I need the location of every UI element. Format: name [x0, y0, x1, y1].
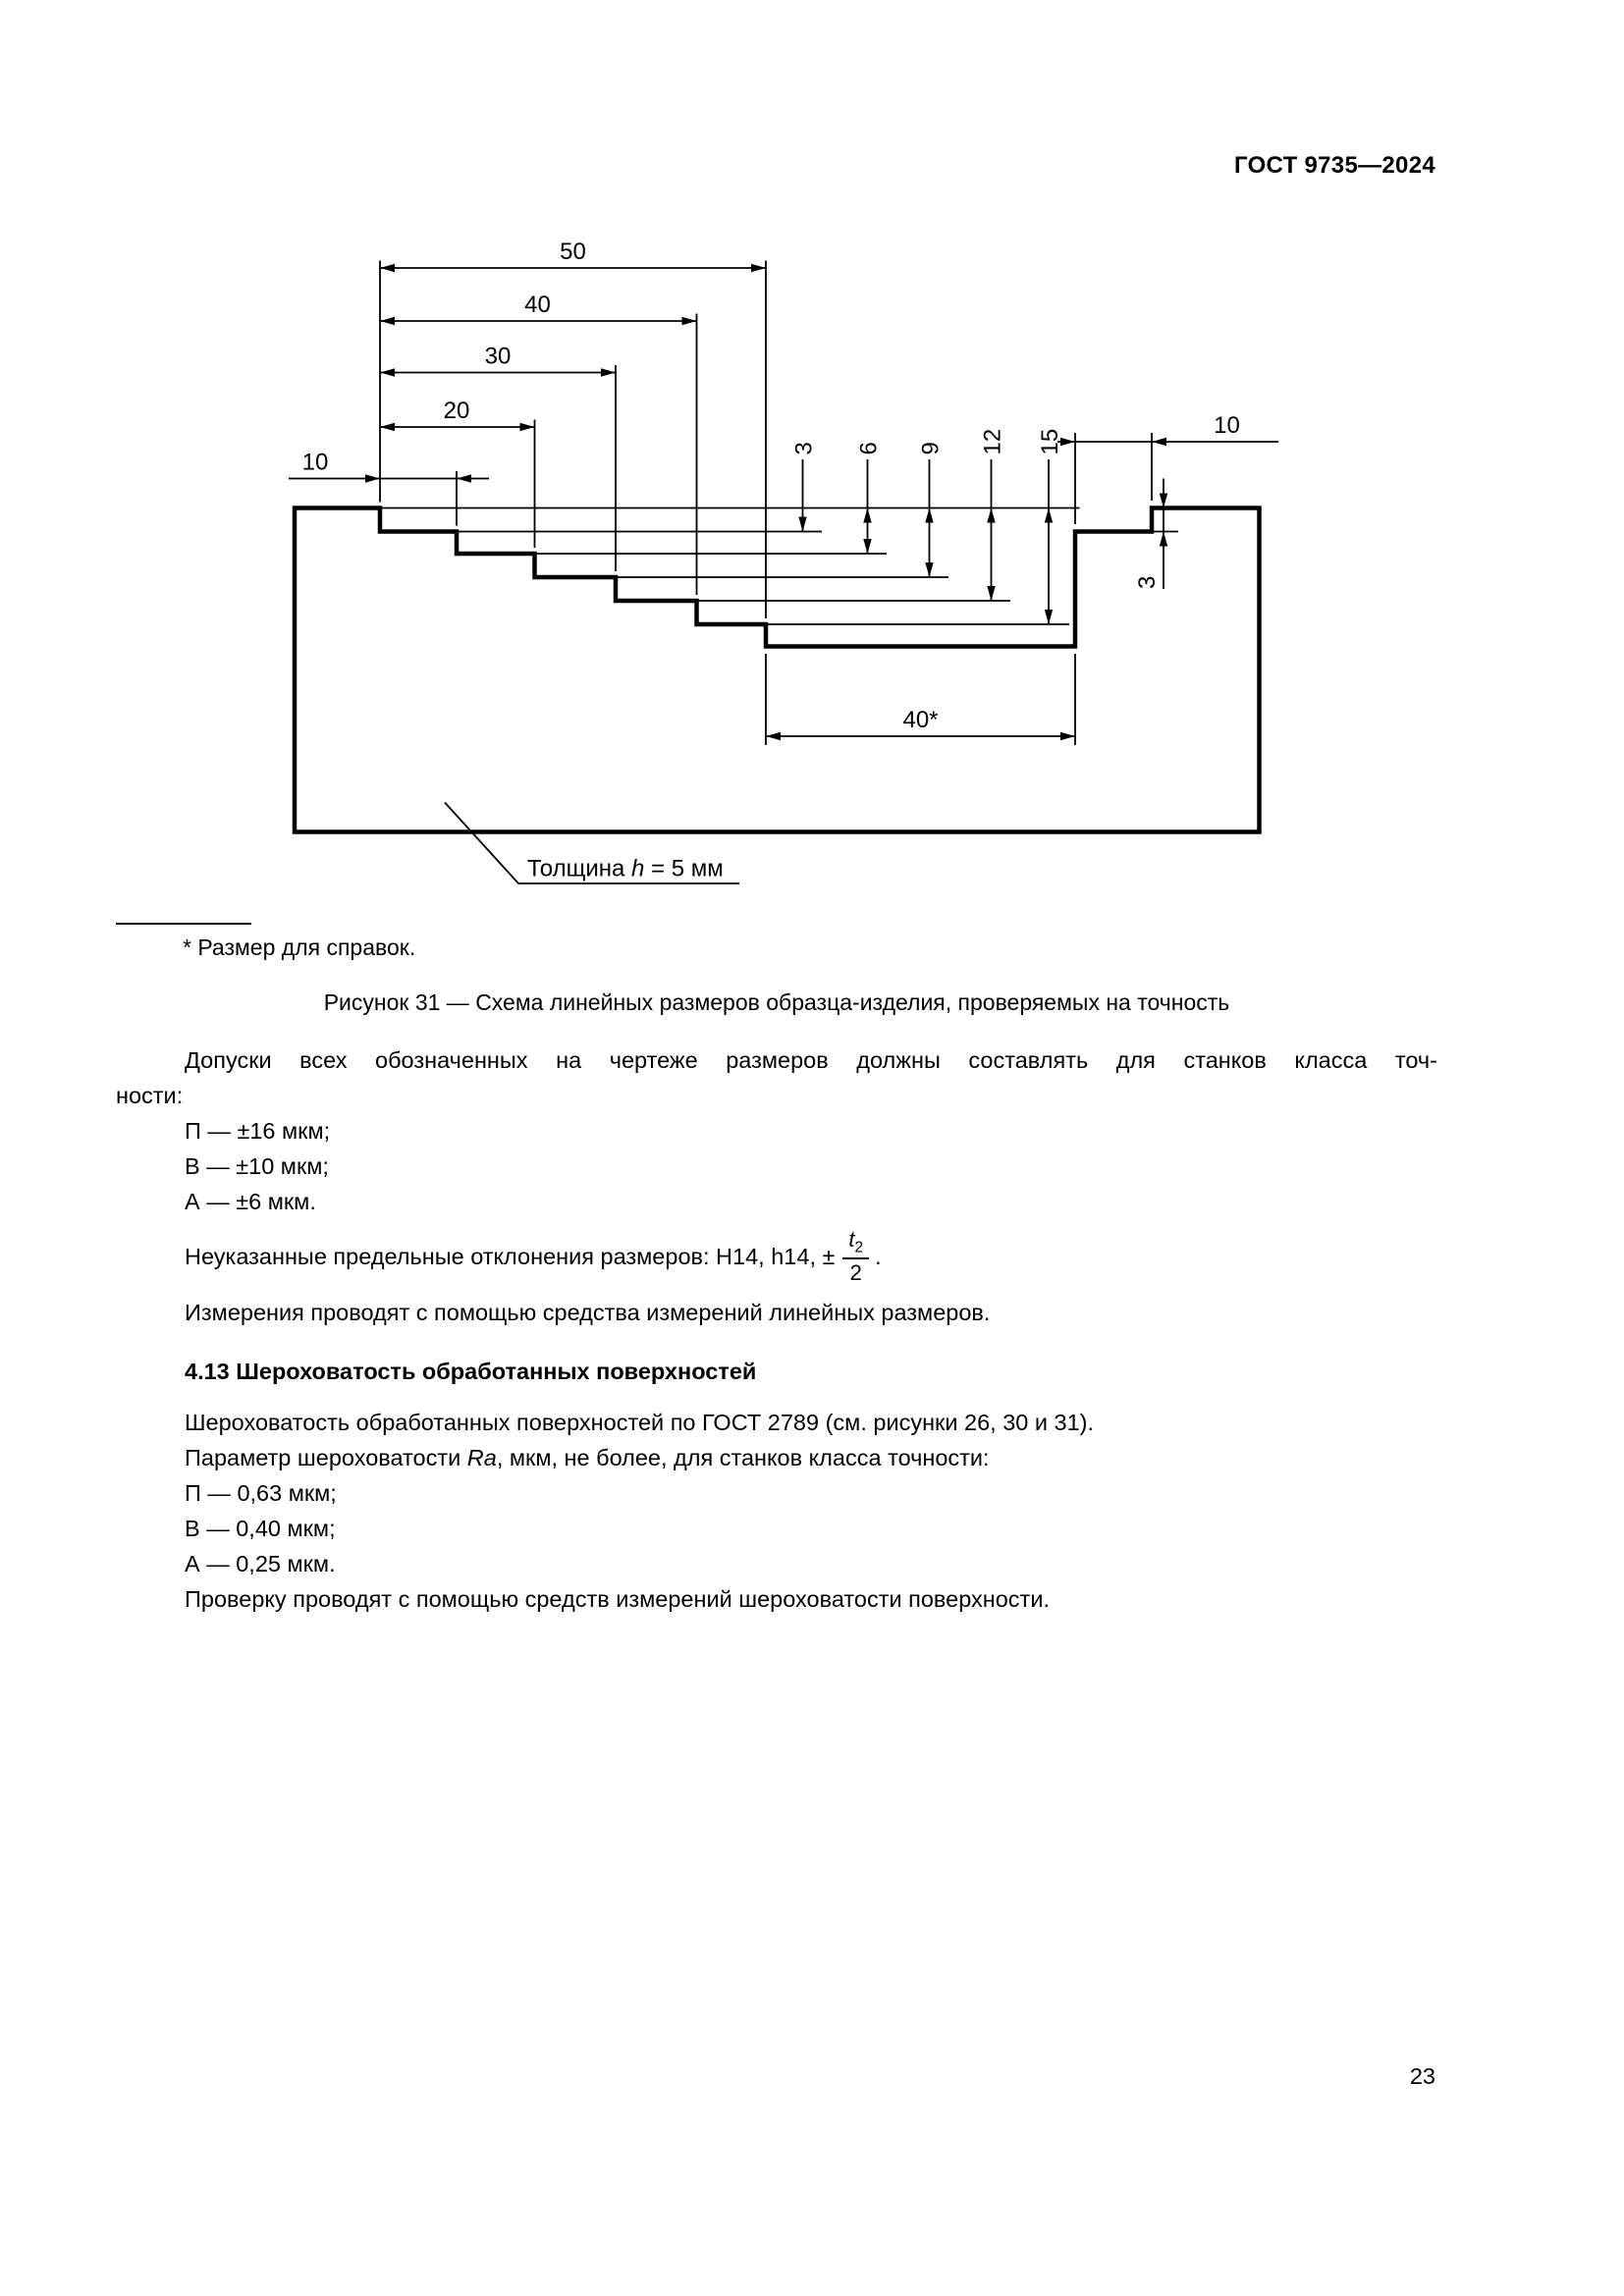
footnote-rule: [116, 923, 251, 925]
dim-label-depth-12: 12: [979, 428, 1006, 455]
dim-label-50: 50: [560, 239, 586, 265]
paragraph-measurement: Измерения проводят с помощью средства измерений линейных размеров.: [185, 1300, 991, 1326]
thickness-variable: h: [631, 855, 645, 882]
dim-label-depth-15: 15: [1037, 428, 1063, 455]
fraction-denominator: 2: [849, 1260, 862, 1286]
dimension-lines: [289, 261, 1278, 884]
fraction-t2-over-2: [842, 1227, 869, 1285]
figure-caption: Рисунок 31 — Схема линейных размеров образца-изделия, проверяемых на точность: [323, 989, 1230, 1015]
dim-label-slot-40: 40*: [902, 707, 939, 733]
roughness-text-suffix: , мкм, не более, для станков класса точности:: [496, 1445, 990, 1471]
dim-label-depth-6: 6: [855, 442, 883, 455]
thickness-suffix: = 5 мм: [644, 855, 724, 882]
paragraph-tolerances-line2: ности:: [116, 1083, 184, 1108]
part-outline: [295, 508, 1260, 832]
roughness-item-v: В — 0,40 мкм;: [185, 1516, 336, 1542]
roughness-item-p: П — 0,63 мкм;: [185, 1480, 337, 1507]
dim-label-depth-9: 9: [917, 442, 945, 455]
paragraph-roughness-2: [116, 1440, 1437, 1475]
thickness-prefix: Толщина: [527, 855, 632, 882]
dim-label-20: 20: [443, 398, 470, 424]
deviations-text: Неуказанные предельные отклонения размеров: H14, h14, ±: [185, 1243, 836, 1269]
roughness-item-a: А — 0,25 мкм.: [185, 1551, 336, 1577]
dim-label-10: 10: [301, 449, 329, 476]
fraction-variable: t: [848, 1227, 855, 1252]
paragraph-tolerances-line1: Допуски всех обозначенных на чертеже размеров должны составлять для станков класса точ-: [185, 1047, 1437, 1073]
tolerance-item-a: А — ±6 мкм.: [185, 1189, 316, 1214]
dim-label-40: 40: [524, 292, 551, 318]
paragraph-roughness-1: Шероховатость обработанных поверхностей по ГОСТ 2789 (см. рисунки 26, 30 и 31).: [185, 1410, 1095, 1436]
dim-label-depth-3: 3: [790, 442, 818, 455]
deviations-period: .: [875, 1243, 882, 1269]
dim-label-right-3: 3: [1134, 575, 1161, 589]
figure-drawing: [250, 206, 1311, 913]
tolerance-item-v: В — ±10 мкм;: [185, 1153, 329, 1179]
fraction-numerator: [842, 1227, 869, 1259]
figure-footnote: * Размер для справок.: [183, 934, 416, 960]
dim-label-30: 30: [484, 343, 512, 370]
page-number: 23: [1409, 2063, 1435, 2089]
roughness-ra-variable: Ra: [466, 1445, 497, 1471]
thickness-label: [527, 856, 724, 882]
paragraph-check: Проверку проводят с помощью средств измерений шероховатости поверхности.: [185, 1586, 1050, 1613]
tolerance-item-p: П — ±16 мкм;: [185, 1118, 331, 1144]
roughness-text-prefix: Параметр шероховатости: [185, 1445, 467, 1471]
page-header: ГОСТ 9735—2024: [1233, 152, 1435, 179]
section-heading-4-13: 4.13 Шероховатость обработанных поверхностей: [185, 1359, 757, 1385]
fraction-subscript: 2: [854, 1239, 864, 1256]
dim-label-right-10: 10: [1214, 412, 1240, 439]
body-text: [116, 1042, 1437, 1617]
paragraph-deviations: [116, 1227, 1437, 1289]
